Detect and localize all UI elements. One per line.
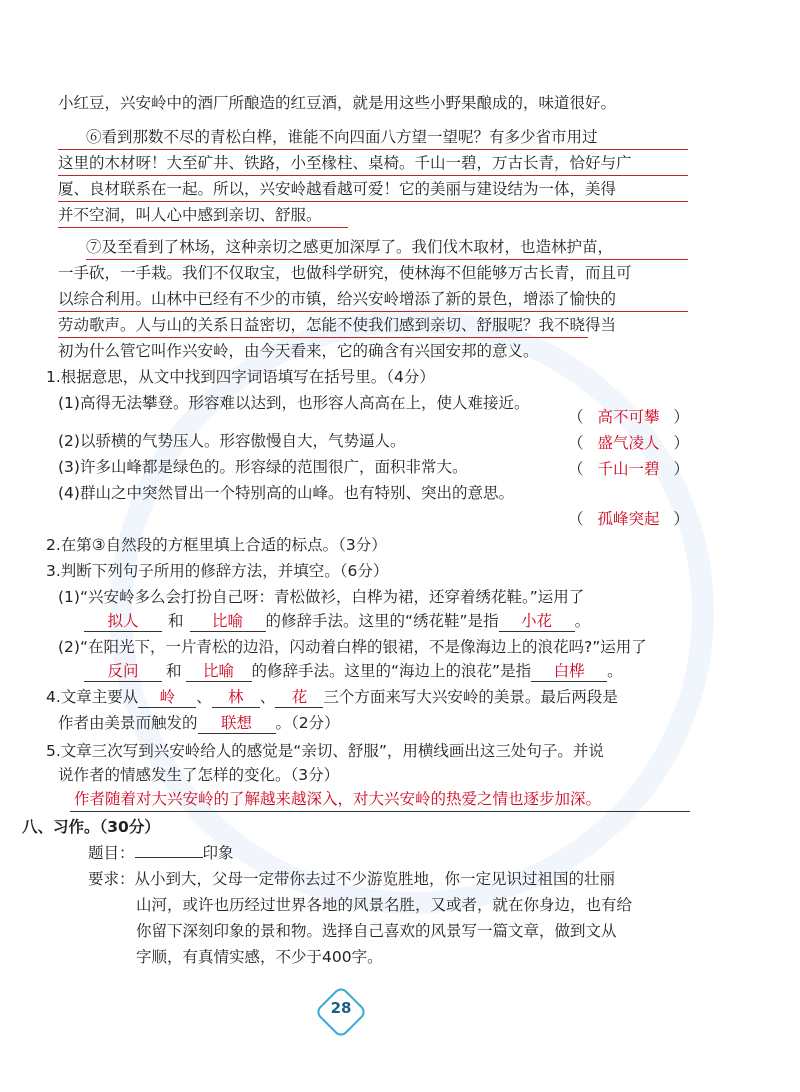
paren-close: ） xyxy=(673,510,690,528)
passage-line: ⑥看到那数不尽的青松白桦，谁能不向四面八方望一望呢？有多少省市用过 xyxy=(86,128,598,146)
answer-blank: 白桦 xyxy=(531,661,607,682)
underline xyxy=(58,337,588,338)
q4-line2-suffix: 。（2分） xyxy=(275,714,340,732)
q3-sentence-2-fill xyxy=(84,661,623,682)
q4-line2-prefix: 作者由美景而触发的 xyxy=(58,714,198,732)
separator: 、 xyxy=(196,688,212,706)
question-5-line-2: 说作者的情感发生了怎样的变化。（3分） xyxy=(58,766,340,784)
fill-text: 的修辞手法。这里的“绣花鞋”是指 xyxy=(265,612,499,630)
requirement-line: 字顺，有真情实感，不少于400字。 xyxy=(136,948,383,966)
answer-blank: 比喻 xyxy=(190,611,266,632)
question-3-stem: 3.判断下列句子所用的修辞方法，并填空。（6分） xyxy=(46,562,389,580)
answer-blank: 比喻 xyxy=(186,661,252,682)
question-2-stem: 2.在第③自然段的方框里填上合适的标点。（3分） xyxy=(46,536,387,554)
passage-line: 一手砍，一手栽。我们不仅取宝，也做科学研究，使林海不但能够万古长青，而且可 xyxy=(58,264,632,282)
page-number: 28 xyxy=(330,999,352,1017)
q1-item-2: (2)以骄横的气势压人。形容傲慢自大，气势逼人。 xyxy=(58,432,406,450)
q4-prefix: 4.文章主要从 xyxy=(46,688,139,706)
fill-end: 。 xyxy=(574,612,591,630)
fill-end: 。 xyxy=(607,662,623,680)
passage-line: 小红豆，兴安岭中的酒厂所酿造的红豆酒，就是用这些小野果酿成的，味道很好。 xyxy=(58,94,617,112)
question-4-line-2 xyxy=(58,713,340,734)
question-4-line-1 xyxy=(46,687,618,708)
question-5-answer: 作者随着对大兴安岭的了解越来越深入，对大兴安岭的热爱之情也逐步加深。 xyxy=(74,790,602,808)
separator: 、 xyxy=(259,688,276,706)
q1-answer-2 xyxy=(568,431,689,453)
paren-open: （ xyxy=(568,460,584,478)
answer-blank: 岭 xyxy=(138,687,196,708)
q1-item-3: (3)许多山峰都是绿色的。形容绿的范围很广，面积非常大。 xyxy=(58,458,468,476)
q1-answer-4 xyxy=(568,507,689,529)
question-1-stem: 1.根据意思，从文中找到四字词语填写在括号里。（4分） xyxy=(46,368,435,386)
q3-sentence-1: (1)“兴安岭多么会打扮自己呀：青松做衫，白桦为裙，还穿着绣花鞋。”运用了 xyxy=(58,588,585,606)
answer-text: 高不可攀 xyxy=(597,408,660,426)
passage-line: 劳动歌声。人与山的关系日益密切，怎能不使我们感到亲切、舒服呢？我不晓得当 xyxy=(58,316,617,334)
passage-line: 初为什么管它叫作兴安岭，由今天看来，它的确含有兴国安邦的意义。 xyxy=(58,342,539,360)
topic-label: 题目： xyxy=(88,844,135,862)
fill-text: 的修辞手法。这里的“海边上的浪花”是指 xyxy=(251,662,532,680)
q3-sentence-1-fill xyxy=(84,611,590,632)
underline xyxy=(58,149,688,150)
passage-line: 并不空洞，叫人心中感到亲切、舒服。 xyxy=(58,206,322,224)
passage-line: ⑦及至看到了林场，这种亲切之感更加深厚了。我们伐木取材，也造林护苗， xyxy=(86,238,614,256)
paren-close: ） xyxy=(673,408,690,426)
underline xyxy=(86,259,688,260)
composition-topic xyxy=(88,843,234,863)
answer-blank: 小花 xyxy=(499,611,575,632)
underline xyxy=(58,311,688,312)
topic-suffix: 印象 xyxy=(202,844,234,862)
connector-text: 和 xyxy=(168,612,184,630)
answer-blank: 林 xyxy=(212,687,260,708)
section-8-title: 八、习作。（30分） xyxy=(22,818,160,836)
requirement-line: 你留下深刻印象的景和物。选择自己喜欢的风景写一篇文章，做到文从 xyxy=(136,922,617,940)
underline xyxy=(58,227,348,228)
passage-line: 厦、良材联系在一起。所以，兴安岭越看越可爱！它的美丽与建设结为一体，美得 xyxy=(58,180,617,198)
q1-answer-3 xyxy=(568,457,689,479)
answer-text: 盛气凌人 xyxy=(597,434,660,452)
answer-blank: 反问 xyxy=(84,661,162,682)
answer-text: 孤峰突起 xyxy=(597,510,660,528)
underline xyxy=(58,175,688,176)
passage-line: 以综合利用。山林中已经有不少的市镇，给兴安岭增添了新的景色，增添了愉快的 xyxy=(58,290,617,308)
q4-suffix: 三个方面来写大兴安岭的美景。最后两段是 xyxy=(323,688,618,706)
connector-text: 和 xyxy=(166,662,182,680)
passage-line: 这里的木材呀！大至矿井、铁路，小至椽柱、桌椅。千山一碧，万古长青，恰好与广 xyxy=(58,154,632,172)
paren-close: ） xyxy=(673,434,690,452)
answer-underline xyxy=(70,811,690,812)
answer-blank: 花 xyxy=(275,687,323,708)
question-5-line-1: 5.文章三次写到兴安岭给人的感觉是“亲切、舒服”，用横线画出这三处句子。并说 xyxy=(46,742,604,760)
q1-item-4: (4)群山之中突然冒出一个特别高的山峰。也有特别、突出的意思。 xyxy=(58,484,514,502)
topic-blank xyxy=(135,857,203,858)
paren-open: （ xyxy=(568,408,584,426)
underline xyxy=(58,201,688,202)
q3-sentence-2: (2)“在阳光下，一片青松的边沿，闪动着白桦的银裙，不是像海边上的浪花吗?”运用了 xyxy=(58,638,647,656)
paren-close: ） xyxy=(673,460,690,478)
paren-open: （ xyxy=(568,434,584,452)
requirement-line: 要求：从小到大，父母一定带你去过不少游览胜地，你一定见识过祖国的壮丽 xyxy=(88,870,616,888)
requirement-line: 山河，或许也历经过世界各地的风景名胜，又或者，就在你身边，也有给 xyxy=(136,896,633,914)
answer-text: 千山一碧 xyxy=(597,460,660,478)
paren-open: （ xyxy=(568,510,584,528)
q1-answer-1 xyxy=(568,405,689,427)
answer-blank: 拟人 xyxy=(84,611,162,632)
q1-item-1: (1)高得无法攀登。形容难以达到，也形容人高高在上，使人难接近。 xyxy=(58,394,530,412)
answer-blank: 联想 xyxy=(198,713,276,734)
